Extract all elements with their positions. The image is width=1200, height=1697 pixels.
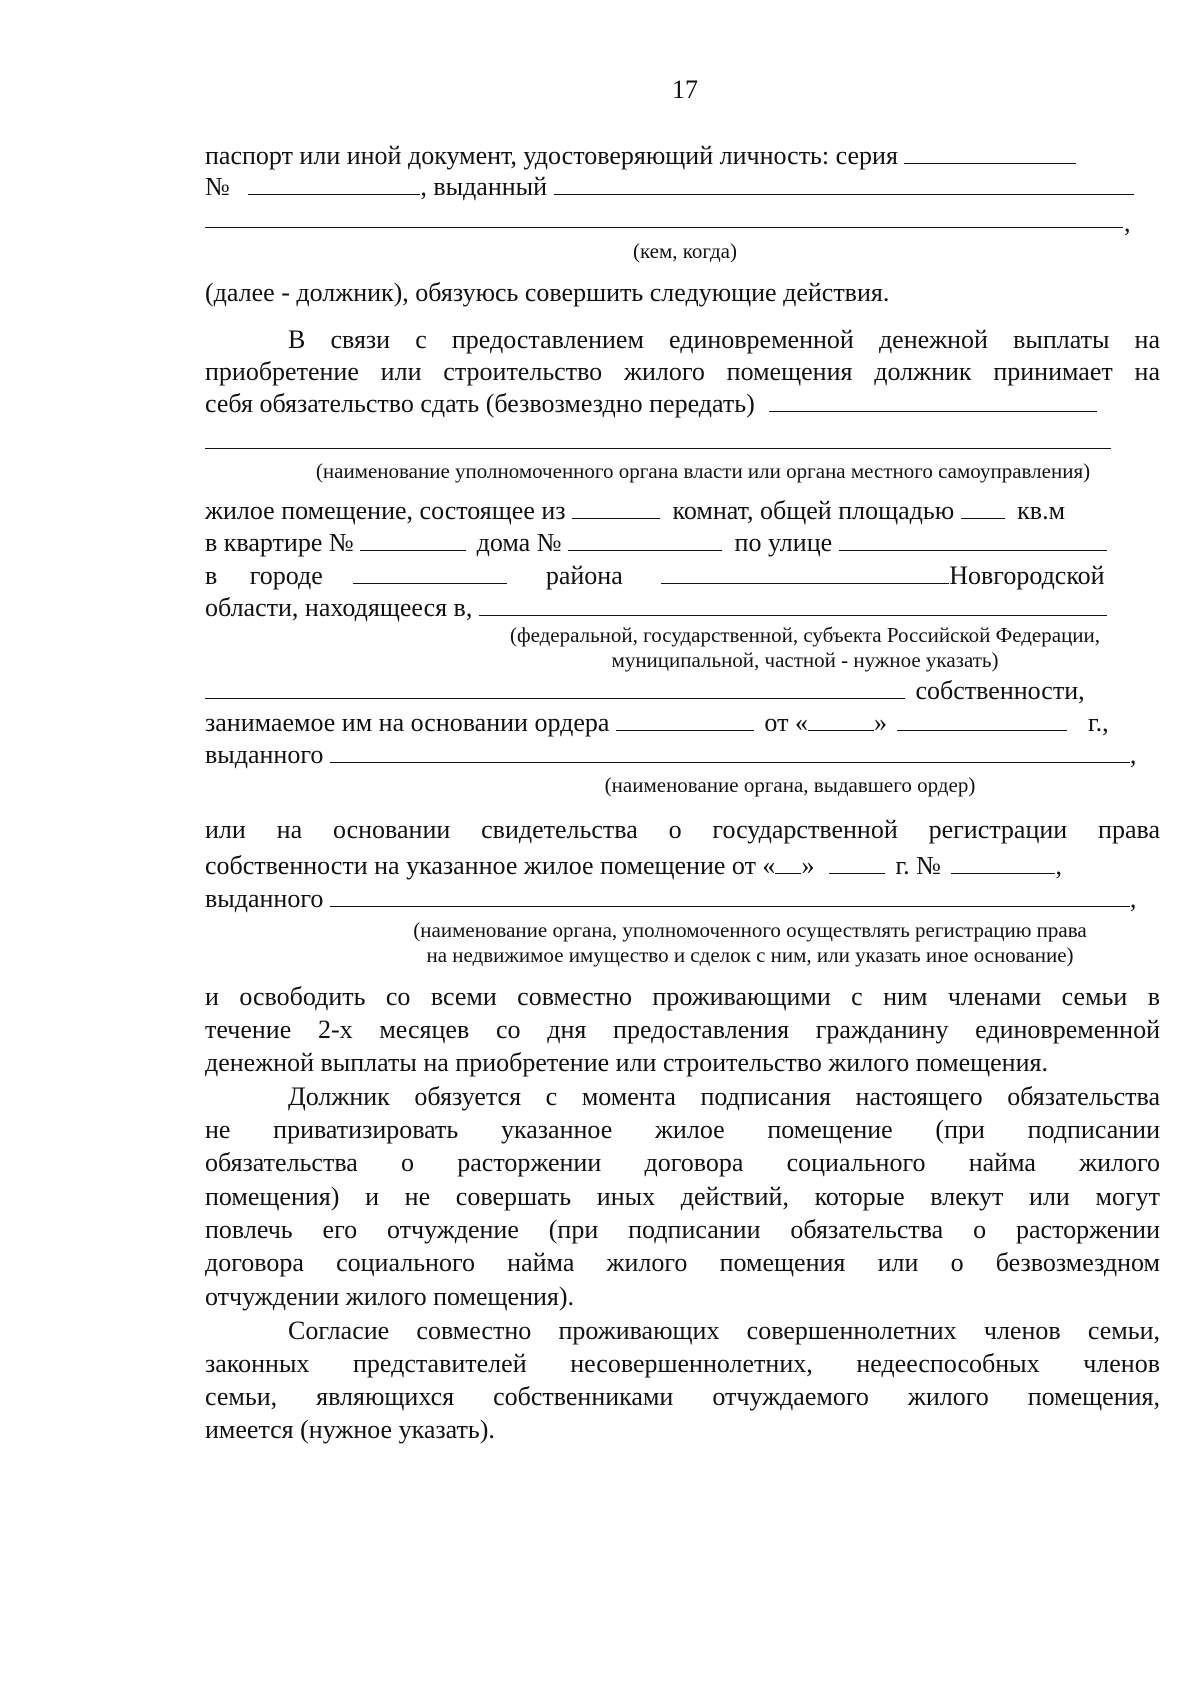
paragraph-3-line-6: договора социального найма жилого помещения или о безвозмездном [205,1248,1160,1277]
region-label: Новгородской [949,561,1105,590]
area-field[interactable] [961,498,1005,519]
certificate-line-1: или на основании свидетельства о государственной регистрации права [205,815,1160,844]
order-number-field[interactable] [616,710,754,731]
flat-number-field[interactable] [360,530,466,551]
passport-number-field[interactable] [248,174,420,195]
caption-kem-kogda: (кем, когда) [633,239,737,263]
certificate-issuer-field[interactable] [330,886,1130,907]
city-field[interactable] [353,563,507,584]
caption-registration-1: (наименование органа, уполномоченного осуществлять регистрацию права [413,918,1087,942]
caption-order: (наименование органа, выдавшего ордер) [604,773,976,797]
area-label: комнат, общей площадью [672,496,955,525]
caption-registration-2: на недвижимое имущество и сделок с ним, или указать иное основание) [426,943,1074,967]
district-label: района [545,561,623,590]
street-field[interactable] [839,530,1107,551]
in-label: в [205,561,218,590]
recipient-field-2[interactable] [205,448,1111,449]
number-line [205,171,1160,203]
certificate-date-label: собственности на указанное жилое помещение от « [205,851,776,880]
order-day-field[interactable] [808,710,874,731]
paragraph-3-line-1: Должник обязуется с момента подписания настоящего обязательства [288,1082,1160,1111]
year-label: г., [1087,708,1109,737]
certificate-issued-line: выданного , [205,884,1137,913]
paragraph-1-line-3 [205,388,1160,420]
paragraph-4-line-4: имеется (нужное указать). [205,1415,495,1444]
district-field[interactable] [661,563,949,584]
order-issued-line: выданного , [205,740,1137,769]
order-label: занимаемое им на основании ордера [205,708,610,737]
paragraph-1-line-1: В связи с предоставлением единовременной денежной выплаты на [288,325,1160,354]
property-label: собственности, [915,676,1085,705]
paragraph-4-line-1: Согласие совместно проживающих совершеннолетних членов семьи, [288,1316,1160,1345]
located-label: области, находящееся в, [205,593,473,622]
certificate-day-field[interactable] [775,853,801,874]
comma: , [1124,208,1131,237]
issued-label: , выданный [420,172,548,201]
paragraph-1-line-2: приобретение или строительство жилого помещения должник принимает на [205,357,1160,386]
paragraph-3-line-4: помещения) и не совершать иных действий, которые влекут или могут [205,1182,1160,1211]
paragraph-2-line-1: и освободить со всеми совместно проживающими с ним членами семьи в [205,982,1160,1011]
sqm-label: кв.м [1017,496,1066,525]
ownership-type-field[interactable] [479,595,1107,616]
issued-label-3: выданного [205,884,324,913]
order-issuer-field[interactable] [330,742,1130,763]
ownership-type-field-2[interactable] [205,678,905,699]
order-month-field[interactable] [897,710,1067,731]
property-line [205,675,1160,707]
certificate-quote: » [801,851,815,880]
paragraph-4-line-2: законных представителей несовершеннолетних, недееспособных членов [205,1349,1160,1378]
series-field[interactable] [904,143,1076,164]
city-line [205,560,1160,592]
rooms-label: жилое помещение, состоящее из [205,496,566,525]
debtor-line: (далее - должник), обязуюсь совершить следующие действия. [205,278,890,307]
certificate-number-field[interactable] [951,853,1055,874]
paragraph-3-line-3: обязательства о расторжении договора социального найма жилого [205,1148,1160,1177]
paragraph-3-line-5: повлечь его отчуждение (при подписании обязательства о расторжении [205,1215,1160,1244]
paragraph-2-line-2: течение 2-х месяцев со дня предоставления гражданину единовременной [205,1015,1160,1044]
obligation-text: себя обязательство сдать (безвозмездно передать) [205,389,755,418]
passport-text: паспорт или иной документ, удостоверяющий личность: серия [205,141,898,170]
street-label: по улице [734,528,833,557]
rooms-field[interactable] [572,498,660,519]
paragraph-3-line-2: не приватизировать указанное жилое помещение (при подписании [205,1115,1160,1144]
located-line [205,592,1160,624]
caption-ownership-2: муниципальной, частной - нужное указать) [611,648,999,672]
order-quote: » [873,708,887,737]
certificate-number-label: г. № [895,851,941,880]
city-label: городе [249,561,323,590]
order-line [205,707,1160,739]
passport-line [205,140,1160,172]
issued-by-field-2[interactable] [205,227,1123,228]
house-label: дома № [476,528,562,557]
issued-label-2: выданного [205,740,324,769]
certificate-line-2: собственности на указанное жилое помещение от « » г. № , [205,851,1062,880]
paragraph-4-line-3: семьи, являющихся собственниками отчуждаемого жилого помещения, [205,1382,1160,1411]
certificate-month-field[interactable] [829,853,885,874]
caption-organ: (наименование уполномоченного органа власти или органа местного самоуправления) [315,459,1091,483]
number-label: № [205,172,230,201]
paragraph-2-line-3: денежной выплаты на приобретение или строительство жилого помещения. [205,1048,1048,1077]
rooms-line [205,495,1160,527]
order-date-label: от « [764,708,808,737]
page-number: 17 [672,75,698,104]
address-line [205,527,1160,559]
flat-label: в квартире № [205,528,354,557]
issued-by-field[interactable] [554,174,1134,195]
house-number-field[interactable] [568,530,722,551]
recipient-field[interactable] [769,391,1097,412]
paragraph-3-line-7: отчуждении жилого помещения). [205,1282,575,1311]
caption-ownership-1: (федеральной, государственной, субъекта Российской Федерации, [509,623,1101,647]
